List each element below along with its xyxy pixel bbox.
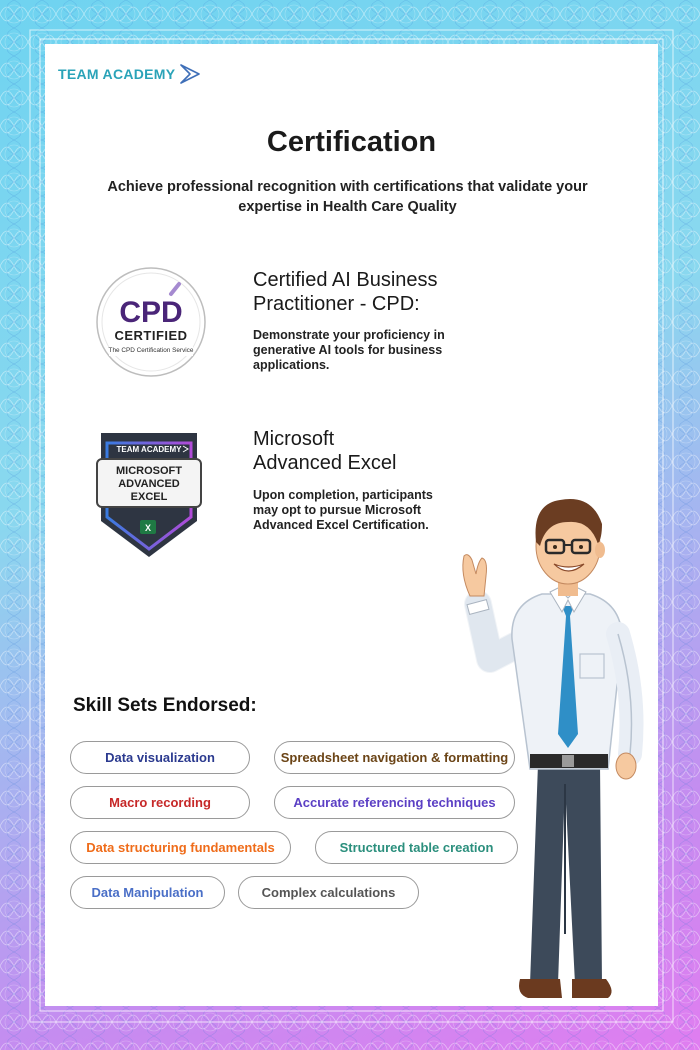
page-title: Certification [266,126,437,158]
cert-2-heading [253,427,396,475]
cert-1-description: Demonstrate your proficiency in generative AI tools for business applications. [253,328,445,372]
skills-title: Skill Sets Endorsed: [73,695,257,716]
skill-label: Complex calculations [261,885,396,900]
badge-line1: MICROSOFT [116,465,182,477]
cert-2-heading-line2: Advanced Excel [253,452,397,474]
page-subtitle: Achieve professional recognition with certifications that validate your expertise in Health Care Quality [107,179,588,215]
skill-label: Spreadsheet navigation & formatting [280,750,509,765]
cert-2-description: Upon completion, participants may opt to pursue Microsoft Advanced Excel Certification. [253,488,433,532]
cert-1-heading-line2: Practitioner - CPD: [253,293,420,315]
skill-pill [70,831,291,864]
badge-line3: EXCEL [130,491,168,503]
svg-text:X: X [144,523,152,533]
arrow-chevron-icon [179,64,201,84]
skill-label: Accurate referencing techniques [293,795,496,810]
skill-pill [70,786,250,819]
cpd-certified-seal-icon [95,266,207,378]
badge-banner: TEAM ACADEMY [116,445,182,454]
cert-2-heading-line1: Microsoft [253,428,335,450]
skill-pill [238,876,419,909]
skill-pill [70,876,225,909]
skill-label: Structured table creation [339,840,494,855]
skill-label: Data Manipulation [91,885,204,900]
brand-logo[interactable] [58,64,201,84]
badge-line2: ADVANCED [118,478,180,490]
cert-1-heading-line1: Certified AI Business [253,269,438,291]
cpd-caption: The CPD Certification Service [108,347,194,354]
skill-label: Data visualization [105,750,215,765]
excel-badge-icon [93,429,205,561]
cpd-label: CERTIFIED [114,328,188,343]
cert-1-heading [253,268,438,316]
cpd-mark: CPD [119,296,183,329]
skill-label: Macro recording [109,795,211,810]
certificate-page [45,44,658,1006]
brand-name: TEAM ACADEMY [58,66,176,82]
skill-label: Data structuring fundamentals [86,840,275,855]
skill-pill [70,741,250,774]
presenter-illustration [450,464,658,1006]
